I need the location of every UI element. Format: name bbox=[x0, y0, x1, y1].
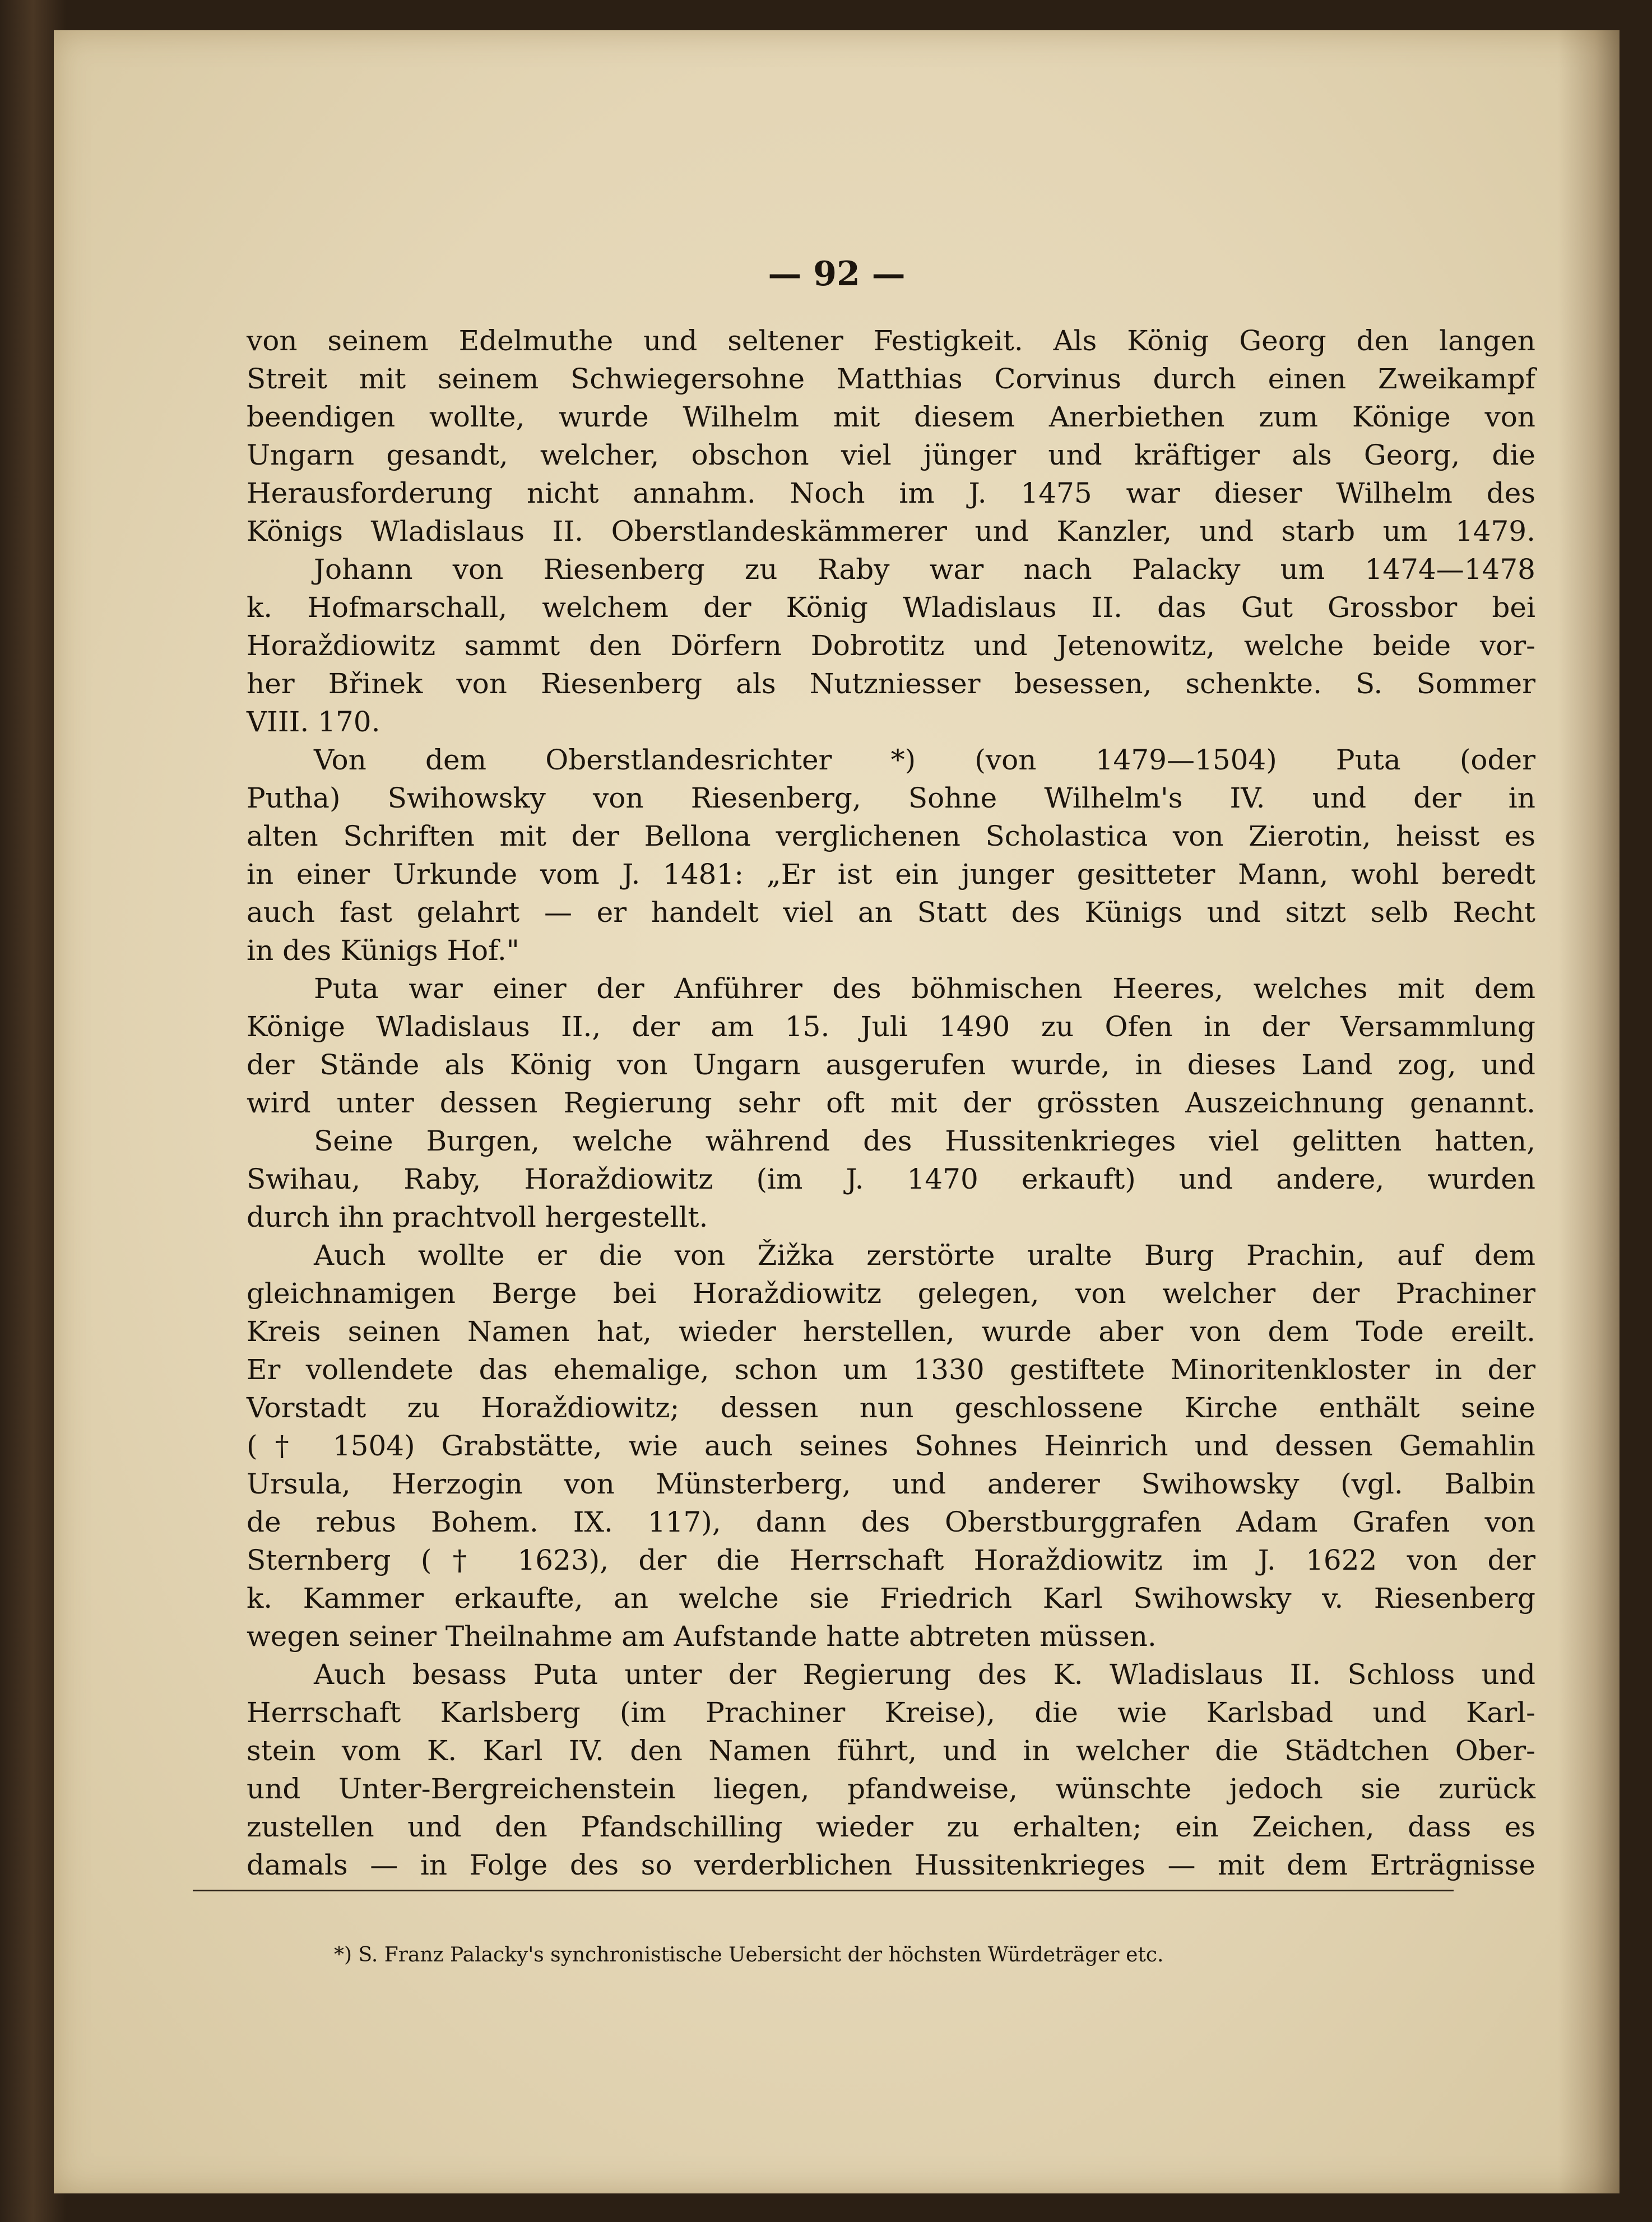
text-line: Königs Wladislaus II. Oberstlandeskämmerer und Kanzler, und starb um 1479. bbox=[247, 515, 1535, 548]
text-line: der Stände als König von Ungarn ausgerufen wurde, in dieses Land zog, und bbox=[247, 1049, 1535, 1081]
body-text bbox=[247, 322, 1535, 1884]
text-line: zustellen und den Pfandschilling wieder zu erhalten; ein Zeichen, dass es bbox=[247, 1811, 1535, 1843]
page-gutter-shadow bbox=[1558, 30, 1619, 2193]
text-line: wird unter dessen Regierung sehr oft mit der grössten Auszeichnung genannt. bbox=[247, 1087, 1535, 1119]
text-line: in einer Urkunde vom J. 1481: „Er ist ein junger gesitteter Mann, wohl beredt bbox=[247, 858, 1535, 890]
text-line: Puta war einer der Anführer des böhmischen Heeres, welches mit dem bbox=[314, 972, 1535, 1005]
text-line: Könige Wladislaus II., der am 15. Juli 1490 zu Ofen in der Versammlung bbox=[247, 1010, 1535, 1043]
text-line: Johann von Riesenberg zu Raby war nach Palacky um 1474—1478 bbox=[314, 553, 1535, 586]
text-line: Herrschaft Karlsberg (im Prachiner Kreise), die wie Karlsbad und Karl- bbox=[247, 1696, 1535, 1729]
text-line: alten Schriften mit der Bellona verglichenen Scholastica von Zierotin, heisst es bbox=[247, 820, 1535, 852]
text-line: k. Hofmarschall, welchem der König Wladislaus II. das Gut Grossbor bei bbox=[247, 591, 1535, 624]
text-line: VIII. 170. bbox=[247, 706, 380, 738]
text-line: in des Künigs Hof." bbox=[247, 934, 519, 967]
text-line: Er vollendete das ehemalige, schon um 1330 gestiftete Minoritenkloster in der bbox=[247, 1353, 1535, 1386]
text-line: und Unter-Bergreichenstein liegen, pfandweise, wünschte jedoch sie zurück bbox=[247, 1773, 1535, 1805]
text-line: von seinem Edelmuthe und seltener Festigkeit. Als König Georg den langen bbox=[247, 324, 1535, 357]
footnote-divider bbox=[193, 1890, 1454, 1891]
text-line: Von dem Oberstlandesrichter *) (von 1479—1504) Puta (oder bbox=[314, 744, 1535, 776]
text-line: k. Kammer erkaufte, an welche sie Friedrich Karl Swihowsky v. Riesenberg bbox=[247, 1582, 1535, 1615]
text-line: durch ihn prachtvoll hergestellt. bbox=[247, 1201, 708, 1233]
text-line: her Břinek von Riesenberg als Nutzniesser besessen, schenkte. S. Sommer bbox=[247, 667, 1535, 700]
text-line: Sternberg († 1623), der die Herrschaft Horaždiowitz im J. 1622 von der bbox=[247, 1544, 1535, 1576]
footnote: *) S. Franz Palacky's synchronistische Uebersicht der höchsten Würdeträger etc. bbox=[334, 1943, 1164, 1966]
text-line: Ungarn gesandt, welcher, obschon viel jünger und kräftiger als Georg, die bbox=[247, 439, 1535, 471]
text-line: wegen seiner Theilnahme am Aufstande hatte abtreten müssen. bbox=[247, 1620, 1157, 1653]
text-line: auch fast gelahrt — er handelt viel an Statt des Künigs und sitzt selb Recht bbox=[247, 896, 1535, 929]
text-line: de rebus Bohem. IX. 117), dann des Oberstburggrafen Adam Grafen von bbox=[247, 1506, 1535, 1538]
text-line: Vorstadt zu Horaždiowitz; dessen nun geschlossene Kirche enthält seine bbox=[247, 1391, 1535, 1424]
text-line: Auch wollte er die von Žižka zerstörte uralte Burg Prachin, auf dem bbox=[314, 1239, 1535, 1272]
text-line: Horaždiowitz sammt den Dörfern Dobrotitz und Jetenowitz, welche beide vor- bbox=[247, 629, 1535, 662]
book-page bbox=[54, 30, 1619, 2193]
text-line: Putha) Swihowsky von Riesenberg, Sohne Wilhelm's IV. und der in bbox=[247, 782, 1535, 814]
text-line: beendigen wollte, wurde Wilhelm mit diesem Anerbiethen zum Könige von bbox=[247, 401, 1535, 433]
text-line: damals — in Folge des so verderblichen Hussitenkrieges — mit dem Erträgnisse bbox=[247, 1849, 1535, 1881]
text-line: Streit mit seinem Schwiegersohne Matthias Corvinus durch einen Zweikampf bbox=[247, 363, 1535, 395]
text-line: Swihau, Raby, Horaždiowitz (im J. 1470 erkauft) und andere, wurden bbox=[247, 1163, 1535, 1195]
page-number: — 92 — bbox=[768, 254, 906, 294]
text-line: Seine Burgen, welche während des Hussitenkrieges viel gelitten hatten, bbox=[314, 1125, 1535, 1157]
text-line: gleichnamigen Berge bei Horaždiowitz gelegen, von welcher der Prachiner bbox=[247, 1277, 1535, 1310]
text-line: Kreis seinen Namen hat, wieder herstellen, wurde aber von dem Tode ereilt. bbox=[247, 1315, 1535, 1348]
text-line: Ursula, Herzogin von Münsterberg, und anderer Swihowsky (vgl. Balbin bbox=[247, 1468, 1535, 1500]
text-line: stein vom K. Karl IV. den Namen führt, und in welcher die Städtchen Ober- bbox=[247, 1734, 1535, 1767]
text-line: († 1504) Grabstätte, wie auch seines Sohnes Heinrich und dessen Gemahlin bbox=[247, 1430, 1535, 1462]
text-line: Auch besass Puta unter der Regierung des K. Wladislaus II. Schloss und bbox=[314, 1658, 1535, 1691]
text-line: Herausforderung nicht annahm. Noch im J. 1475 war dieser Wilhelm des bbox=[247, 477, 1535, 509]
